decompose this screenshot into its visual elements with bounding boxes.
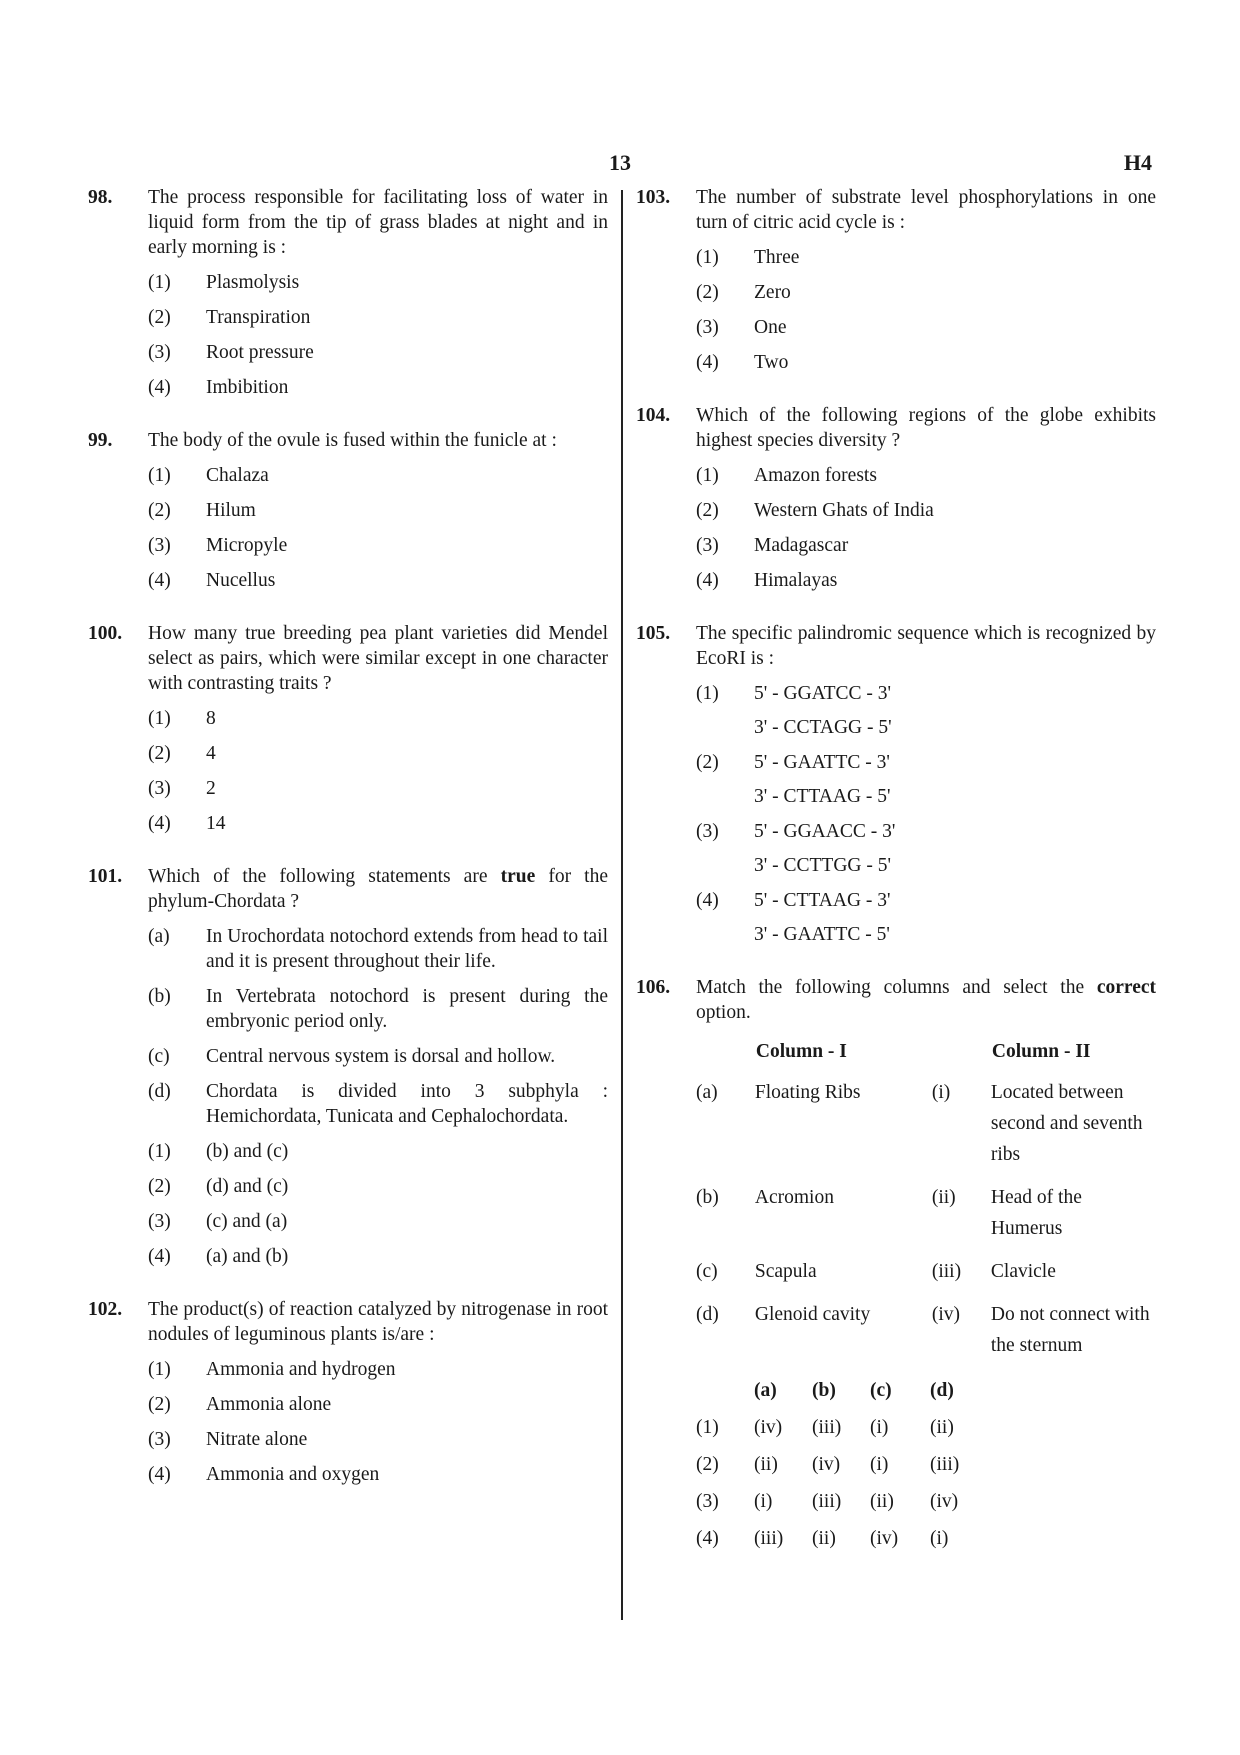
question-number: 103.: [636, 187, 671, 208]
option[interactable]: [148, 1427, 608, 1452]
answer-cell: (iii): [930, 1454, 960, 1475]
option[interactable]: [148, 706, 608, 731]
option-text: Nucellus: [206, 570, 276, 591]
answer-cell: (i): [930, 1528, 949, 1549]
option[interactable]: [148, 463, 608, 488]
option-text: (c) and (a): [206, 1211, 288, 1232]
option[interactable]: [148, 1357, 608, 1382]
option-number: (4): [148, 1246, 171, 1267]
option[interactable]: [148, 1139, 608, 1164]
option[interactable]: [148, 1392, 608, 1417]
option-number: (1): [148, 1141, 171, 1162]
option[interactable]: [148, 305, 608, 330]
answer-header: (c): [870, 1380, 892, 1401]
question-number: 105.: [636, 623, 671, 644]
option-number: (2): [696, 752, 719, 773]
option[interactable]: [148, 498, 608, 523]
option-text: Transpiration: [206, 307, 311, 328]
question-105: [636, 621, 1156, 947]
question-106: [636, 975, 1156, 1558]
statement-text: In Vertebrata notochord is present during the embryonic period only.: [206, 986, 608, 1032]
answer-table: [696, 1373, 990, 1558]
option[interactable]: [696, 350, 1156, 375]
question-103: [636, 185, 1156, 375]
left-column: [88, 185, 608, 1515]
option[interactable]: [148, 776, 608, 801]
question-101: [88, 864, 608, 1269]
question-number: 99.: [88, 430, 113, 451]
answer-header: (a): [754, 1380, 777, 1401]
row-roman: (ii): [931, 1187, 956, 1208]
answer-option[interactable]: [696, 1410, 990, 1447]
option-text: Two: [754, 352, 789, 373]
option[interactable]: [148, 375, 608, 400]
option[interactable]: [696, 888, 1156, 947]
row-roman: (iv): [931, 1304, 960, 1325]
question-text-part: Match the following columns and select the: [696, 977, 1097, 998]
option[interactable]: [696, 681, 1156, 740]
column-2-item: Clavicle: [990, 1261, 1056, 1282]
option-number: (2): [148, 1394, 171, 1415]
option-number: (3): [148, 778, 171, 799]
answer-cell: (iv): [930, 1491, 959, 1512]
booklet-code: H4: [1123, 150, 1152, 175]
answer-cell: (iv): [870, 1528, 899, 1549]
match-row: [696, 1182, 1156, 1256]
answer-cell: (i): [870, 1417, 889, 1438]
option[interactable]: [696, 315, 1156, 340]
option-text: Ammonia and hydrogen: [206, 1359, 396, 1380]
option-text: One: [754, 317, 787, 338]
option-text: Micropyle: [206, 535, 288, 556]
question-text: The process responsible for facilitating loss of water in liquid form from the tip of grass blades at night and in early morning is :: [148, 187, 608, 258]
answer-cell: (iv): [812, 1454, 841, 1475]
option-number: (1): [148, 1359, 171, 1380]
row-label: (b): [696, 1187, 719, 1208]
option-text: Plasmolysis: [206, 272, 300, 293]
option-number: (2): [696, 500, 719, 521]
match-table: [696, 1035, 1156, 1373]
question-99: [88, 428, 608, 593]
option-number: (1): [148, 465, 171, 486]
row-roman: (i): [931, 1082, 951, 1103]
option[interactable]: [148, 533, 608, 558]
option[interactable]: [148, 1174, 608, 1199]
option[interactable]: [696, 819, 1156, 878]
option-number: (3): [148, 1211, 171, 1232]
option[interactable]: [148, 1244, 608, 1269]
statement-label: (a): [148, 926, 170, 947]
column-1-item: Acromion: [754, 1187, 834, 1208]
statement: [148, 1044, 608, 1069]
option-text: Zero: [754, 282, 791, 303]
row-label: (d): [696, 1304, 719, 1325]
question-number: 102.: [88, 1299, 123, 1320]
option-number: (4): [696, 352, 719, 373]
answer-cell: (iii): [812, 1491, 842, 1512]
option[interactable]: [696, 533, 1156, 558]
column-2-item: Located between second and seventh ribs: [990, 1082, 1143, 1165]
sequence-line: 5' - GGAACC - 3': [754, 821, 896, 842]
question-104: [636, 403, 1156, 593]
option-text: Amazon forests: [754, 465, 877, 486]
option-number: (4): [696, 1528, 719, 1549]
option-text: Madagascar: [754, 535, 849, 556]
sequence-line: 5' - GAATTC - 3': [754, 752, 890, 773]
option-number: (4): [148, 813, 171, 834]
question-100: [88, 621, 608, 836]
answer-cell: (iii): [754, 1528, 784, 1549]
question-number: 100.: [88, 623, 123, 644]
option-number: (4): [148, 377, 171, 398]
option-number: (3): [148, 535, 171, 556]
answer-header: (d): [930, 1380, 954, 1401]
option-text: 8: [206, 708, 216, 729]
option-number: (3): [696, 1491, 719, 1512]
option-number: (3): [696, 821, 719, 842]
statement: [148, 984, 608, 1034]
option-text: Imbibition: [206, 377, 289, 398]
option-number: (1): [696, 465, 719, 486]
answer-option[interactable]: [696, 1447, 990, 1484]
sequence-line: 3' - CCTTGG - 5': [754, 855, 892, 876]
option-text: (b) and (c): [206, 1141, 289, 1162]
option-text: Himalayas: [754, 570, 838, 591]
question-number: 104.: [636, 405, 671, 426]
column-divider: [621, 190, 623, 1620]
option-number: (2): [696, 282, 719, 303]
option-text: Chalaza: [206, 465, 269, 486]
option[interactable]: [696, 750, 1156, 809]
option[interactable]: [696, 280, 1156, 305]
question-text: How many true breeding pea plant varieties did Mendel select as pairs, which were similar except in one character with contrasting traits ?: [148, 623, 608, 694]
statement: [148, 1079, 608, 1129]
option-number: (3): [148, 1429, 171, 1450]
question-102: [88, 1297, 608, 1487]
option-text: 4: [206, 743, 216, 764]
column-2-item: Head of the Humerus: [990, 1187, 1082, 1239]
option[interactable]: [696, 463, 1156, 488]
statement-text: Central nervous system is dorsal and hollow.: [206, 1046, 556, 1067]
match-row: [696, 1256, 1156, 1299]
option-number: (3): [148, 342, 171, 363]
statement-text: Chordata is divided into 3 subphyla : Hemichordata, Tunicata and Cephalochordata.: [206, 1081, 608, 1127]
option-number: (4): [148, 1464, 171, 1485]
row-label: (a): [696, 1082, 718, 1103]
option-text: Three: [754, 247, 800, 268]
question-text: The product(s) of reaction catalyzed by nitrogenase in root nodules of leguminous plants is/are :: [148, 1299, 608, 1345]
answer-header: (b): [812, 1380, 836, 1401]
question-keyword: true: [500, 866, 536, 887]
sequence-line: 5' - GGATCC - 3': [754, 683, 892, 704]
option-number: (2): [696, 1454, 719, 1475]
question-text-part: Which of the following statements are: [148, 866, 501, 887]
question-text: [148, 864, 608, 914]
option-text: 2: [206, 778, 216, 799]
option-number: (4): [148, 570, 171, 591]
row-label: (c): [696, 1261, 718, 1282]
row-roman: (iii): [931, 1261, 962, 1282]
question-text: [696, 975, 1156, 1025]
column-2-item: Do not connect with the sternum: [990, 1304, 1150, 1356]
match-row: [696, 1077, 1156, 1182]
question-number: 106.: [636, 977, 671, 998]
answer-cell: (ii): [930, 1417, 954, 1438]
column-1-item: Scapula: [754, 1261, 817, 1282]
question-text: The body of the ovule is fused within the funicle at :: [148, 430, 557, 451]
option-text: Root pressure: [206, 342, 314, 363]
option[interactable]: [148, 568, 608, 593]
option-number: (3): [696, 317, 719, 338]
answer-cell: (ii): [870, 1491, 894, 1512]
option-number: (1): [696, 247, 719, 268]
answer-option[interactable]: [696, 1521, 990, 1558]
option[interactable]: [148, 1209, 608, 1234]
question-number: 98.: [88, 187, 113, 208]
option-number: (2): [148, 500, 171, 521]
option-number: (1): [148, 272, 171, 293]
column-1-header: Column - I: [755, 1041, 847, 1062]
statement-text: In Urochordata notochord extends from head to tail and it is present throughout their life.: [206, 926, 608, 972]
question-text: The specific palindromic sequence which is recognized by EcoRI is :: [696, 623, 1156, 669]
option[interactable]: [148, 811, 608, 836]
option-text: Hilum: [206, 500, 256, 521]
option-number: (2): [148, 743, 171, 764]
column-1-item: Glenoid cavity: [754, 1304, 871, 1325]
option[interactable]: [696, 498, 1156, 523]
option-number: (4): [696, 570, 719, 591]
statement-label: (c): [148, 1046, 170, 1067]
option-text: Ammonia and oxygen: [206, 1464, 380, 1485]
option-number: (2): [148, 1176, 171, 1197]
option[interactable]: [148, 1462, 608, 1487]
option-number: (1): [696, 683, 719, 704]
option[interactable]: [148, 340, 608, 365]
answer-cell: (ii): [812, 1528, 836, 1549]
option-text: Nitrate alone: [206, 1429, 308, 1450]
question-keyword: correct: [1096, 977, 1156, 998]
right-column: [636, 185, 1156, 1586]
option-number: (3): [696, 535, 719, 556]
option-text: Ammonia alone: [206, 1394, 332, 1415]
question-number: 101.: [88, 866, 123, 887]
option-text: (d) and (c): [206, 1176, 289, 1197]
page-number: 13: [609, 150, 631, 175]
option-text: 14: [206, 813, 226, 834]
option[interactable]: [148, 741, 608, 766]
match-row: [696, 1299, 1156, 1373]
option-text: (a) and (b): [206, 1246, 289, 1267]
sequence-line: 5' - CTTAAG - 3': [754, 890, 891, 911]
option[interactable]: [696, 245, 1156, 270]
option-number: (1): [696, 1417, 719, 1438]
question-text: Which of the following regions of the globe exhibits highest species diversity ?: [696, 405, 1156, 451]
sequence-line: 3' - CCTAGG - 5': [754, 717, 892, 738]
statement: [148, 924, 608, 974]
statement-label: (b): [148, 986, 171, 1007]
question-text-part: option.: [696, 1002, 751, 1023]
question-text: The number of substrate level phosphorylations in one turn of citric acid cycle is :: [696, 187, 1156, 233]
option-number: (1): [148, 708, 171, 729]
sequence-line: 3' - GAATTC - 5': [754, 924, 890, 945]
statement-label: (d): [148, 1081, 171, 1102]
option-number: (4): [696, 890, 719, 911]
answer-option[interactable]: [696, 1484, 990, 1521]
answer-cell: (i): [754, 1491, 773, 1512]
option-number: (2): [148, 307, 171, 328]
question-98: [88, 185, 608, 400]
column-1-item: Floating Ribs: [754, 1082, 861, 1103]
answer-cell: (iii): [812, 1417, 842, 1438]
sequence-line: 3' - CTTAAG - 5': [754, 786, 891, 807]
option[interactable]: [148, 270, 608, 295]
answer-cell: (i): [870, 1454, 889, 1475]
question-text-part: for the phylum-Chordata ?: [148, 866, 608, 912]
option-text: Western Ghats of India: [754, 500, 934, 521]
column-2-header: Column - II: [991, 1041, 1091, 1062]
answer-cell: (iv): [754, 1417, 783, 1438]
option[interactable]: [696, 568, 1156, 593]
answer-cell: (ii): [754, 1454, 778, 1475]
